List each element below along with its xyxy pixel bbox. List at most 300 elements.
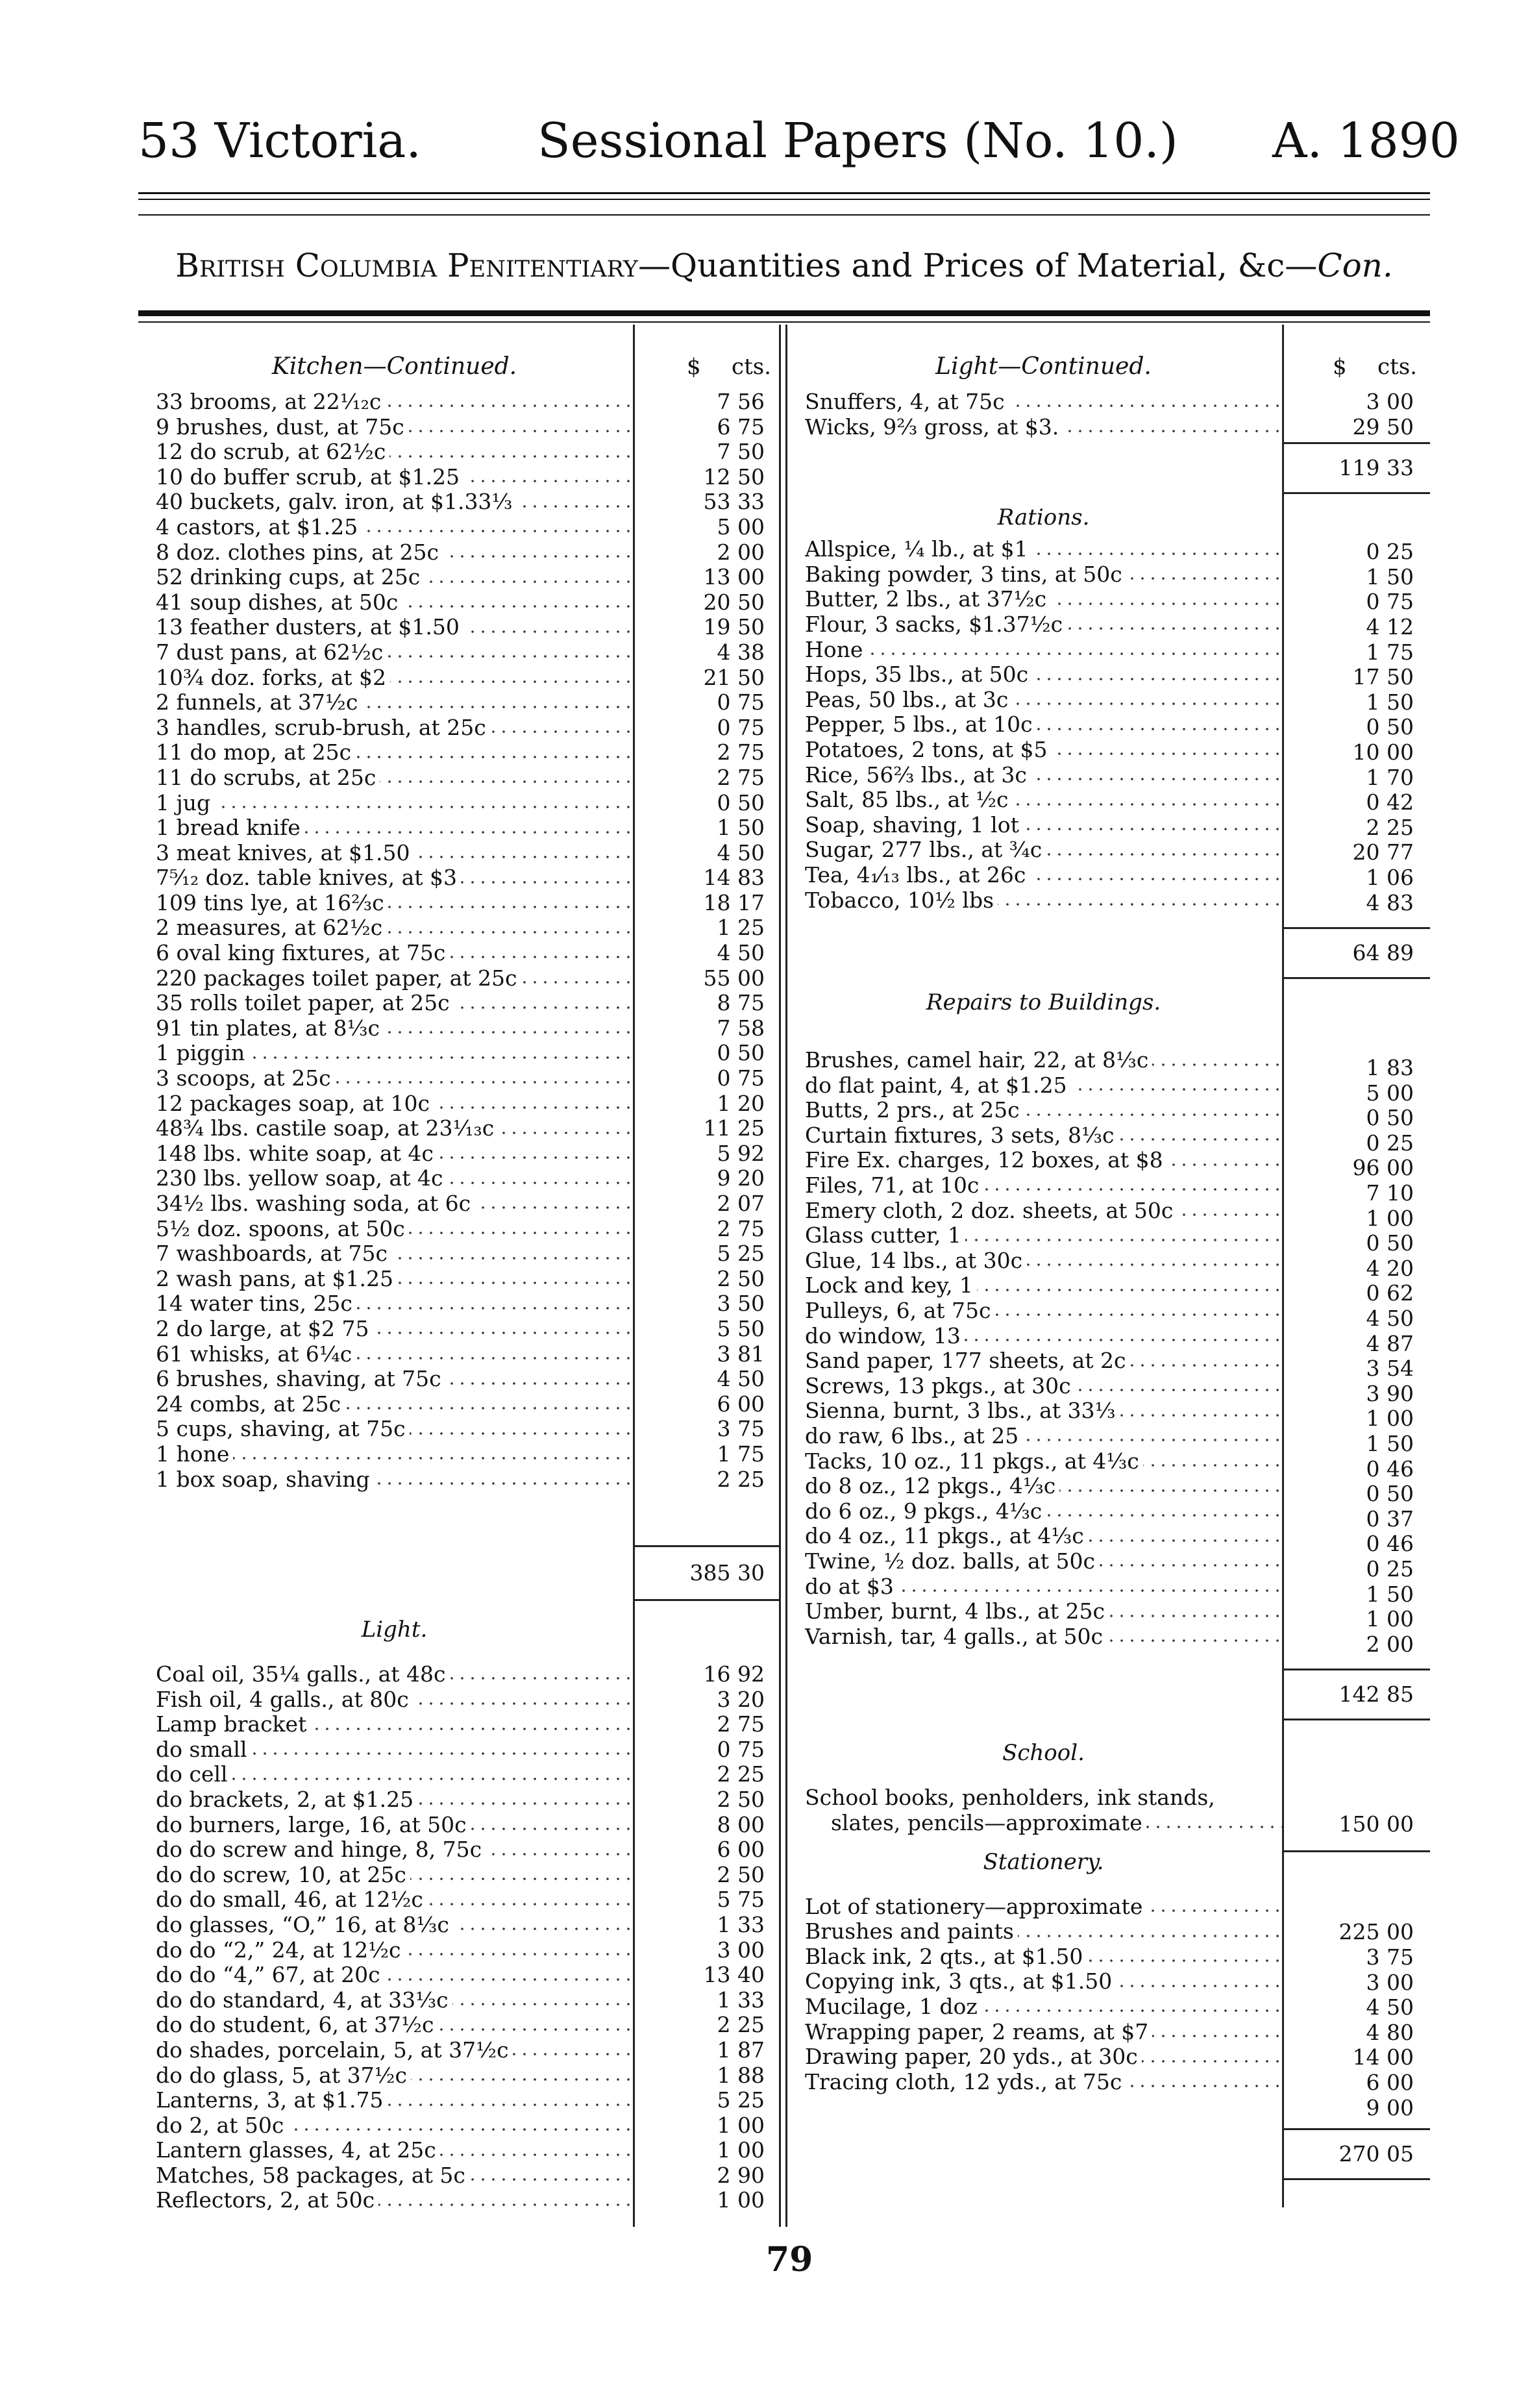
item-amount: 5 50 bbox=[717, 1315, 765, 1341]
amount-row bbox=[635, 1938, 779, 1963]
item-amount: 0 50 bbox=[1366, 714, 1414, 740]
item-description: 1 box soap, shaving bbox=[156, 1467, 374, 1492]
list-item bbox=[156, 690, 633, 715]
item-description: Pepper, 5 lbs., at 10c bbox=[805, 712, 1037, 737]
item-description: do brackets, 2, at $1.25 bbox=[156, 1787, 417, 1812]
item-description: 4 castors, at $1.25 bbox=[156, 515, 362, 540]
amount-row bbox=[635, 1041, 779, 1066]
list-item bbox=[805, 1499, 1282, 1524]
amount-row bbox=[635, 2188, 779, 2213]
item-amount: 2 50 bbox=[717, 1861, 765, 1887]
list-item bbox=[805, 888, 1282, 913]
list-item bbox=[805, 1273, 1282, 1298]
amount-row bbox=[635, 1392, 779, 1417]
item-amount: 1 33 bbox=[717, 1911, 765, 1937]
list-item bbox=[156, 590, 633, 615]
item-amount: 0 37 bbox=[1366, 1506, 1414, 1532]
item-description: do do glass, 5, at 37½c bbox=[156, 2063, 411, 2088]
amount-row bbox=[635, 1687, 779, 1713]
item-amount: 55 00 bbox=[703, 965, 765, 991]
list-item bbox=[805, 562, 1282, 588]
amount-row bbox=[635, 1091, 779, 1117]
item-amount: 0 25 bbox=[1366, 1556, 1414, 1582]
list-item bbox=[805, 688, 1282, 713]
amount-row bbox=[1284, 1332, 1430, 1357]
school-amount: 150 00 bbox=[1339, 1811, 1414, 1837]
amount-row bbox=[635, 1217, 779, 1242]
item-amount: 2 75 bbox=[717, 739, 765, 765]
repairs-items bbox=[805, 1048, 1282, 1649]
item-amount: 0 62 bbox=[1366, 1280, 1414, 1306]
amount-row bbox=[1284, 2096, 1430, 2121]
amount-row bbox=[635, 2013, 779, 2038]
left-money-head: $ cts. bbox=[687, 354, 771, 380]
amount-row bbox=[635, 2138, 779, 2163]
item-description: 148 lbs. white soap, at 4c bbox=[156, 1141, 438, 1166]
item-description: 7⁵⁄₁₂ doz. table knives, at $3 bbox=[156, 865, 461, 890]
item-description: 91 tin plates, at 8⅓c bbox=[156, 1016, 384, 1041]
item-amount: 1 06 bbox=[1366, 864, 1414, 890]
item-amount: 2 25 bbox=[717, 1761, 765, 1787]
item-description: Baking powder, 3 tins, at 50c bbox=[805, 562, 1126, 587]
amount-row bbox=[1284, 1281, 1430, 1306]
list-item bbox=[156, 1116, 633, 1141]
list-item bbox=[156, 991, 633, 1016]
item-description: do 4 oz., 11 pkgs., at 4⅓c bbox=[805, 1524, 1088, 1548]
item-amount: 4 20 bbox=[1366, 1255, 1414, 1281]
amount-row bbox=[1284, 665, 1430, 690]
list-item bbox=[156, 966, 633, 991]
left-description-column bbox=[156, 351, 633, 1492]
amount-row bbox=[635, 991, 779, 1016]
header-rule-top bbox=[138, 192, 1430, 194]
item-description: Mucilage, 1 doz bbox=[805, 1994, 981, 2019]
item-amount: 12 50 bbox=[703, 464, 765, 490]
item-amount: 1 88 bbox=[717, 2062, 765, 2088]
item-description: Soap, shaving, 1 lot bbox=[805, 813, 1023, 838]
list-item bbox=[805, 1944, 1282, 1970]
list-item bbox=[156, 915, 633, 941]
caption-thin-rule bbox=[138, 321, 1430, 323]
item-description: do raw, 6 lbs., at 25 bbox=[805, 1424, 1022, 1448]
item-description: Sienna, burnt, 3 lbs., at 33⅓ bbox=[805, 1398, 1119, 1423]
item-description: Potatoes, 2 tons, at $5 bbox=[805, 738, 1051, 762]
amount-row bbox=[635, 690, 779, 715]
item-amount: 5 00 bbox=[717, 514, 765, 540]
amount-row bbox=[1284, 815, 1430, 841]
list-item bbox=[156, 1342, 633, 1367]
amount-row bbox=[1284, 1356, 1430, 1382]
list-item bbox=[156, 941, 633, 966]
item-amount: 18 17 bbox=[703, 889, 765, 915]
list-item bbox=[805, 1574, 1282, 1600]
stationery-items bbox=[805, 1894, 1282, 2095]
item-amount: 2 25 bbox=[717, 1466, 765, 1492]
amount-row bbox=[635, 440, 779, 465]
list-item bbox=[156, 1887, 633, 1913]
amount-row bbox=[635, 715, 779, 741]
item-amount: 2 75 bbox=[717, 1711, 765, 1737]
item-amount: 2 00 bbox=[717, 539, 765, 565]
list-item bbox=[156, 1988, 633, 2013]
item-amount: 4 80 bbox=[1366, 2019, 1414, 2045]
item-amount: 6 00 bbox=[717, 1837, 765, 1863]
item-description: 3 scoops, at 25c bbox=[156, 1066, 335, 1091]
item-amount: 6 00 bbox=[717, 1391, 765, 1417]
item-amount: 1 50 bbox=[1366, 564, 1414, 590]
item-amount: 4 50 bbox=[1366, 1306, 1414, 1332]
amount-row bbox=[635, 966, 779, 991]
list-item bbox=[805, 662, 1282, 688]
amount-row bbox=[1284, 1995, 1430, 2020]
list-item bbox=[805, 1599, 1282, 1624]
amount-row bbox=[1284, 640, 1430, 665]
list-item bbox=[156, 2063, 633, 2089]
amount-row bbox=[635, 1837, 779, 1863]
item-amount: 4 87 bbox=[1366, 1330, 1414, 1356]
amount-row bbox=[1284, 1482, 1430, 1507]
list-item bbox=[805, 390, 1282, 415]
list-item bbox=[156, 1913, 633, 1938]
item-description: 1 jug bbox=[156, 791, 214, 815]
list-item bbox=[156, 1016, 633, 1041]
item-amount: 0 50 bbox=[717, 1040, 765, 1066]
amount-row bbox=[635, 640, 779, 665]
list-item bbox=[156, 1241, 633, 1267]
item-description: 10¾ doz. forks, at $2 bbox=[156, 665, 390, 690]
item-description: Wrapping paper, 2 reams, at $7 bbox=[805, 2020, 1152, 2044]
amount-row bbox=[635, 1787, 779, 1813]
amount-row bbox=[1284, 1406, 1430, 1432]
item-description: Butter, 2 lbs., at 37½c bbox=[805, 587, 1050, 612]
item-amount: 3 90 bbox=[1366, 1380, 1414, 1406]
amount-row bbox=[635, 891, 779, 916]
item-amount: 4 50 bbox=[717, 940, 765, 966]
item-description: Pulleys, 6, at 75c bbox=[805, 1298, 995, 1323]
item-description: do at $3 bbox=[805, 1574, 898, 1599]
item-description: 6 oval king fixtures, at 75c bbox=[156, 941, 449, 965]
list-item bbox=[805, 1894, 1282, 1920]
amount-row bbox=[635, 2063, 779, 2089]
item-description: Sand paper, 177 sheets, at 2c bbox=[805, 1348, 1130, 1373]
item-description: Umber, burnt, 4 lbs., at 25c bbox=[805, 1599, 1109, 1624]
list-item bbox=[805, 1398, 1282, 1424]
item-amount: 1 70 bbox=[1366, 764, 1414, 790]
list-item bbox=[805, 612, 1282, 638]
amount-row bbox=[1284, 1582, 1430, 1607]
list-item bbox=[156, 2038, 633, 2063]
item-amount: 2 25 bbox=[717, 2012, 765, 2038]
item-description: do burners, large, 16, at 50c bbox=[156, 1813, 471, 1837]
list-item bbox=[805, 1298, 1282, 1324]
amount-row bbox=[1284, 1206, 1430, 1232]
item-amount: 2 90 bbox=[717, 2162, 765, 2188]
item-description: Glue, 14 lbs., at 30c bbox=[805, 1248, 1026, 1273]
item-amount: 5 00 bbox=[1366, 1080, 1414, 1106]
amount-row bbox=[635, 1863, 779, 1888]
light-amount-column bbox=[635, 1604, 779, 2213]
list-item bbox=[156, 1291, 633, 1317]
list-item bbox=[156, 1317, 633, 1342]
item-amount: 9 20 bbox=[717, 1165, 765, 1191]
amount-row bbox=[1284, 1382, 1430, 1407]
light-items bbox=[156, 1662, 633, 2213]
list-item bbox=[805, 1624, 1282, 1650]
amount-row bbox=[635, 490, 779, 515]
item-description: 230 lbs. yellow soap, at 4c bbox=[156, 1166, 447, 1191]
amount-row bbox=[1284, 1970, 1430, 1996]
list-item bbox=[156, 1267, 633, 1292]
item-description: 11 do mop, at 25c bbox=[156, 740, 355, 765]
item-description: Hops, 35 lbs., at 50c bbox=[805, 662, 1032, 687]
amount-row bbox=[635, 841, 779, 866]
amount-row bbox=[635, 1963, 779, 1988]
item-amount: 7 10 bbox=[1366, 1180, 1414, 1206]
item-description: Fish oil, 4 galls., at 80c bbox=[156, 1687, 413, 1712]
item-amount: 1 00 bbox=[717, 2112, 765, 2138]
item-description: 12 packages soap, at 10c bbox=[156, 1091, 434, 1116]
item-description: 48¾ lbs. castile soap, at 23¹⁄₁₃c bbox=[156, 1116, 498, 1141]
list-item bbox=[156, 1066, 633, 1091]
item-description: Matches, 58 packages, at 5c bbox=[156, 2163, 469, 2188]
item-description: 52 drinking cups, at 25c bbox=[156, 565, 424, 590]
light-continued-amounts bbox=[1284, 390, 1430, 440]
rations-amounts bbox=[1284, 540, 1430, 915]
item-description: Varnish, tar, 4 galls., at 50c bbox=[805, 1624, 1107, 1649]
item-amount: 1 00 bbox=[717, 2187, 765, 2213]
amount-row bbox=[1284, 1056, 1430, 1081]
list-item bbox=[156, 1442, 633, 1467]
list-item bbox=[156, 440, 633, 465]
list-item bbox=[156, 490, 633, 515]
list-item bbox=[156, 540, 633, 565]
stationery-total: 270 05 bbox=[1339, 2141, 1414, 2167]
list-item bbox=[156, 815, 633, 841]
item-description: Drawing paper, 20 yds., at 30c bbox=[805, 2044, 1142, 2069]
item-description: do do small, 46, at 12½c bbox=[156, 1887, 427, 1912]
list-item bbox=[805, 1223, 1282, 1248]
list-item bbox=[805, 415, 1282, 440]
amount-row bbox=[1284, 1306, 1430, 1332]
list-item bbox=[156, 1392, 633, 1417]
list-item bbox=[805, 1148, 1282, 1173]
amount-row bbox=[635, 941, 779, 966]
item-description: Brushes and paints bbox=[805, 1919, 1018, 1944]
amount-row bbox=[1284, 740, 1430, 765]
amount-row bbox=[635, 2038, 779, 2063]
item-description: do small bbox=[156, 1737, 251, 1762]
item-description: Tacks, 10 oz., 11 pkgs., at 4⅓c bbox=[805, 1449, 1143, 1474]
item-description: do do standard, 4, at 33⅓c bbox=[156, 1988, 452, 2013]
kitchen-total-block bbox=[635, 1545, 779, 1601]
item-amount: 3 50 bbox=[717, 1291, 765, 1317]
item-amount: 0 75 bbox=[717, 689, 765, 715]
list-item bbox=[156, 841, 633, 866]
amount-row bbox=[635, 1342, 779, 1367]
amount-row bbox=[1284, 415, 1430, 440]
item-description: 2 wash pans, at $1.25 bbox=[156, 1267, 397, 1291]
item-description: Twine, ½ doz. balls, at 50c bbox=[805, 1549, 1099, 1574]
list-item bbox=[805, 1474, 1282, 1499]
list-item bbox=[156, 2188, 633, 2213]
item-description: do do “4,” 67, at 20c bbox=[156, 1963, 384, 1987]
header-year: A. 1890 bbox=[1272, 113, 1460, 169]
list-item bbox=[156, 1737, 633, 1763]
school-heading: School. bbox=[1002, 1740, 1085, 1767]
list-item bbox=[156, 865, 633, 891]
item-description: do window, 13 bbox=[805, 1324, 965, 1348]
item-amount: 0 50 bbox=[1366, 1105, 1414, 1131]
amount-row bbox=[635, 2163, 779, 2189]
item-description: Screws, 13 pkgs., at 30c bbox=[805, 1374, 1075, 1398]
right-description-column bbox=[805, 351, 1282, 2094]
amount-row bbox=[635, 465, 779, 490]
rations-items bbox=[805, 537, 1282, 913]
item-amount: 1 00 bbox=[1366, 1205, 1414, 1231]
item-amount: 4 50 bbox=[717, 839, 765, 865]
item-description: 12 do scrub, at 62½c bbox=[156, 440, 389, 464]
table-caption bbox=[138, 249, 1430, 282]
list-item bbox=[805, 1994, 1282, 2020]
item-amount: 1 75 bbox=[1366, 639, 1414, 665]
header-rule-second bbox=[138, 199, 1430, 200]
item-description: 2 funnels, at 37½c bbox=[156, 690, 362, 715]
amount-row bbox=[1284, 840, 1430, 865]
list-item bbox=[156, 1863, 633, 1888]
item-amount: 3 20 bbox=[717, 1686, 765, 1712]
item-amount: 7 50 bbox=[717, 439, 765, 465]
amount-row bbox=[635, 740, 779, 765]
item-amount: 3 00 bbox=[1366, 389, 1414, 414]
amount-row bbox=[1284, 690, 1430, 715]
item-amount: 20 77 bbox=[1352, 839, 1414, 865]
item-amount: 1 50 bbox=[1366, 689, 1414, 715]
item-amount: 4 38 bbox=[717, 639, 765, 665]
amount-row bbox=[635, 1913, 779, 1938]
item-description: 11 do scrubs, at 25c bbox=[156, 765, 380, 790]
amount-row bbox=[635, 865, 779, 891]
list-item bbox=[156, 415, 633, 440]
item-amount: 0 42 bbox=[1366, 789, 1414, 815]
list-item bbox=[805, 1324, 1282, 1349]
amount-row bbox=[1284, 565, 1430, 590]
amount-row bbox=[635, 2088, 779, 2113]
item-amount: 1 33 bbox=[717, 1987, 765, 2013]
item-description: 5½ doz. spoons, at 50c bbox=[156, 1217, 409, 1241]
item-amount: 0 75 bbox=[1366, 589, 1414, 615]
item-amount: 3 00 bbox=[717, 1937, 765, 1963]
list-item bbox=[805, 638, 1282, 663]
light-amounts bbox=[635, 1662, 779, 2213]
amount-row bbox=[635, 1467, 779, 1493]
item-amount: 6 75 bbox=[717, 414, 765, 440]
item-description: Lantern glasses, 4, at 25c bbox=[156, 2138, 440, 2163]
repairs-total: 142 85 bbox=[1339, 1682, 1414, 1707]
item-amount: 2 25 bbox=[1366, 814, 1414, 840]
item-amount: 1 50 bbox=[1366, 1581, 1414, 1607]
amount-row bbox=[635, 615, 779, 640]
item-description: do do screw, 10, at 25c bbox=[156, 1863, 410, 1887]
item-amount: 21 50 bbox=[703, 664, 765, 690]
item-amount: 17 50 bbox=[1352, 664, 1414, 690]
list-item bbox=[805, 1449, 1282, 1474]
item-description: Wicks, 9⅔ gross, at $3. bbox=[805, 415, 1063, 440]
list-item bbox=[156, 1662, 633, 1687]
amount-row bbox=[635, 1116, 779, 1141]
item-amount: 0 25 bbox=[1366, 539, 1414, 565]
item-amount: 2 00 bbox=[1366, 1631, 1414, 1657]
item-description: Fire Ex. charges, 12 boxes, at $8 bbox=[805, 1148, 1167, 1173]
amount-row bbox=[635, 415, 779, 440]
list-item bbox=[805, 2070, 1282, 2095]
item-amount: 2 50 bbox=[717, 1786, 765, 1812]
amount-row bbox=[635, 1191, 779, 1217]
item-amount: 7 56 bbox=[717, 389, 765, 414]
item-description: 7 washboards, at 75c bbox=[156, 1241, 391, 1266]
list-item bbox=[156, 665, 633, 691]
amount-row bbox=[1284, 1081, 1430, 1106]
list-item bbox=[805, 1198, 1282, 1224]
item-amount: 1 25 bbox=[717, 915, 765, 941]
item-description: 1 piggin bbox=[156, 1041, 249, 1065]
list-item bbox=[805, 738, 1282, 763]
item-amount: 8 00 bbox=[717, 1811, 765, 1837]
amount-row bbox=[1284, 590, 1430, 615]
caption-text: —Quantities and Prices of Material, &c— bbox=[638, 247, 1318, 284]
item-amount: 0 75 bbox=[717, 1065, 765, 1091]
item-description: 33 brooms, at 22¹⁄₁₂c bbox=[156, 390, 385, 414]
amount-row bbox=[635, 1988, 779, 2013]
item-amount: 0 46 bbox=[1366, 1456, 1414, 1482]
amount-row bbox=[635, 1417, 779, 1442]
caption-institution: British Columbia Penitentiary bbox=[175, 247, 639, 284]
caption-thick-rule bbox=[138, 310, 1430, 316]
amount-row bbox=[635, 515, 779, 540]
amount-row bbox=[1284, 615, 1430, 640]
stationery-heading: Stationery. bbox=[983, 1848, 1104, 1875]
list-item bbox=[805, 587, 1282, 612]
list-item bbox=[156, 2013, 633, 2038]
item-amount: 4 50 bbox=[717, 1366, 765, 1392]
item-description: Sugar, 277 lbs., at ¾c bbox=[805, 838, 1046, 862]
item-description: do 6 oz., 9 pkgs., 4⅓c bbox=[805, 1499, 1046, 1524]
item-description: 3 handles, scrub-brush, at 25c bbox=[156, 715, 490, 740]
item-description: do do student, 6, at 37½c bbox=[156, 2013, 438, 2037]
amount-row bbox=[1284, 2070, 1430, 2096]
item-description: 61 whisks, at 6¼c bbox=[156, 1342, 356, 1367]
list-item bbox=[156, 2088, 633, 2113]
list-item bbox=[156, 1191, 633, 1217]
list-item bbox=[156, 2163, 633, 2189]
list-item bbox=[156, 791, 633, 816]
list-item bbox=[805, 1919, 1282, 1944]
amount-row bbox=[1284, 715, 1430, 740]
item-description: do cell bbox=[156, 1762, 232, 1787]
amount-row bbox=[635, 390, 779, 415]
item-amount: 2 07 bbox=[717, 1191, 765, 1216]
item-amount: 53 33 bbox=[703, 489, 765, 515]
list-item bbox=[805, 1374, 1282, 1399]
list-item bbox=[156, 1963, 633, 1988]
list-item bbox=[156, 2138, 633, 2163]
amount-row bbox=[1284, 790, 1430, 815]
item-description: Lamp bracket bbox=[156, 1712, 310, 1737]
item-description: 1 bread knife bbox=[156, 815, 304, 840]
amount-row bbox=[635, 915, 779, 941]
header-title: Sessional Papers (No. 10.) bbox=[537, 113, 1178, 169]
list-item bbox=[805, 1173, 1282, 1198]
item-amount: 5 75 bbox=[717, 1887, 765, 1913]
